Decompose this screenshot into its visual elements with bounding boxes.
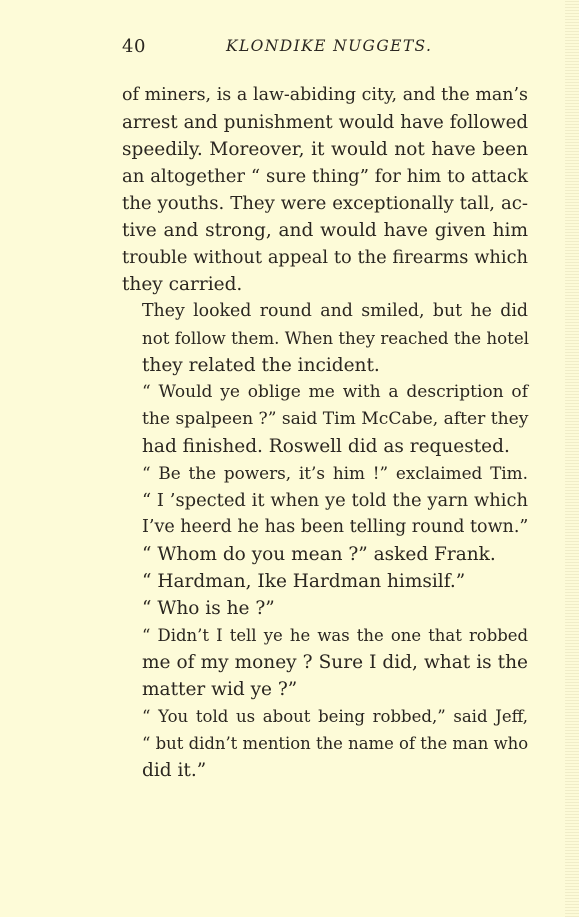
page-edge (565, 0, 579, 917)
text-line: the spalpeen ?” said Tim McCabe, after they (142, 409, 529, 429)
paragraph (122, 82, 528, 298)
paragraph (122, 622, 528, 703)
text-line: “ Be the powers, it’s him !” exclaimed Tim. (142, 463, 528, 483)
running-title: KLONDIKE NUGGETS. (226, 37, 433, 55)
text-line: “ but didn’t mention the name of the man who (142, 734, 529, 753)
page-header (122, 36, 532, 62)
text-line: “ Who is he ?” (142, 598, 275, 619)
text-line: me of my money ? Sure I did, what is the (142, 652, 528, 673)
text-line: tive and strong, and would have given him (122, 220, 528, 241)
paragraph (122, 379, 528, 460)
text-line: “ You told us about being robbed,” said Jeff, (142, 707, 528, 726)
paragraph (122, 298, 528, 379)
text-line: I’ve heerd he has been telling round town.” (142, 517, 529, 537)
text-line: They looked round and smiled, but he did (142, 301, 528, 321)
text-line: they related the incident. (142, 355, 380, 376)
text-line: of miners, is a law-abiding city, and the man’s (122, 85, 528, 105)
text-line: arrest and punishment would have followed (122, 112, 528, 133)
text-line: not follow them. When they reached the hotel (142, 329, 530, 348)
text-line: had finished. Roswell did as requested. (142, 436, 510, 457)
text-line: an altogether “ sure thing” for him to attack (122, 166, 528, 187)
text-line: “ Whom do you mean ?” asked Frank. (142, 544, 496, 565)
text-line: they carried. (122, 274, 243, 295)
text-line: “ Hardman, Ike Hardman himsilf.” (142, 571, 466, 592)
paragraph (122, 541, 528, 568)
body-text (122, 82, 528, 784)
paragraph (122, 568, 528, 595)
text-line: “ I ’spected it when ye told the yarn which (142, 490, 528, 511)
text-line: “ Would ye oblige me with a description of (142, 382, 528, 402)
paragraph (122, 460, 528, 541)
text-line: “ Didn’t I tell ye he was the one that robbed (142, 626, 528, 645)
text-line: speedily. Moreover, it would not have been (122, 139, 528, 160)
text-line: trouble without appeal to the firearms which (122, 247, 528, 268)
text-line: matter wid ye ?” (142, 679, 298, 700)
page-number: 40 (122, 36, 146, 57)
paragraph (122, 703, 528, 784)
paragraph (122, 595, 528, 622)
text-line: did it.” (142, 760, 207, 781)
text-line: the youths. They were exceptionally tall, ac- (122, 193, 528, 214)
